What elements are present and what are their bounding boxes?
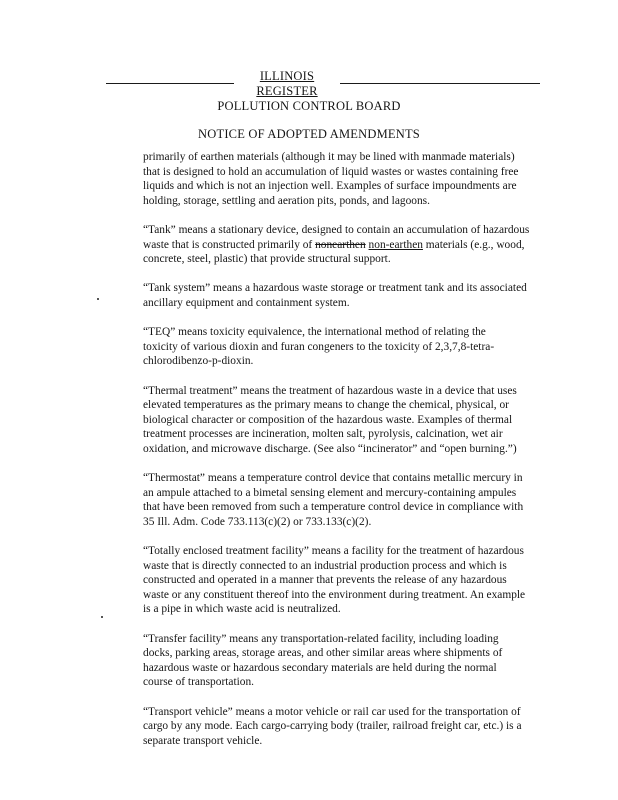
text-line: that have been removed from such a temperature control device in compliance with (143, 501, 524, 514)
text-segment: waste that is constructed primarily of (143, 238, 316, 251)
text-line: constructed and operated in a manner that prevents the release of any hazardous (143, 574, 507, 587)
text-line: is a pipe in which waste acid is neutralized. (143, 603, 341, 616)
text-line: “TEQ” means toxicity equivalence, the international method of relating the (143, 326, 486, 339)
paragraph-thermostat (143, 471, 545, 529)
paragraph-tank-system (143, 281, 545, 310)
text-line: waste or any constituent thereof into the environment during treatment. An example (143, 588, 526, 601)
text-line: holding, storage, settling and aeration pits, ponds, and lagoons. (143, 194, 430, 207)
text-line: “Totally enclosed treatment facility” means a facility for the treatment of hazardous (143, 545, 524, 558)
paragraph-teq (143, 325, 545, 369)
text-line: treatment processes are incineration, molten salt, pyrolysis, calcination, wet air (143, 428, 503, 441)
text-line: “Tank system” means a hazardous waste storage or treatment tank and its associated (143, 282, 527, 295)
notice-title: NOTICE OF ADOPTED AMENDMENTS (198, 127, 420, 141)
text-line: toxicity of various dioxin and furan congeners to the toxicity of 2,3,7,8-tetra- (143, 340, 495, 353)
scan-speck (101, 616, 103, 618)
text-line: “Thermostat” means a temperature control device that contains metallic mercury in (143, 472, 523, 485)
text-line: oxidation, and microwave discharge. (See also “incinerator” and “open burning.”) (143, 442, 517, 455)
deleted-text: nonearthen (315, 238, 366, 251)
paragraph-surface-impoundment (143, 150, 545, 208)
paragraph-thermal-treatment (143, 384, 545, 457)
paragraph-totally-enclosed-facility (143, 544, 545, 617)
board-name: POLLUTION CONTROL BOARD (217, 99, 401, 113)
text-line: primarily of earthen materials (although it may be lined with manmade materials) (143, 151, 515, 163)
register-title: ILLINOIS REGISTER (256, 69, 318, 98)
scan-speck (97, 298, 99, 300)
text-line: course of transportation. (143, 676, 255, 689)
header-rule-left (106, 83, 234, 84)
text-line: “Transfer facility” means any transportation-related facility, including loading (143, 632, 499, 645)
text-line: docks, parking areas, storage areas, and other similar areas where shipments of (143, 647, 503, 660)
text-line: ancillary equipment and containment system. (143, 296, 350, 309)
text-line: chlorodibenzo-p-dioxin. (143, 355, 254, 368)
paragraph-tank (143, 223, 545, 267)
text-line: cargo by any mode. Each cargo-carrying body (trailer, railroad freight car, etc.) is a (143, 720, 522, 733)
text-line: “Transport vehicle” means a motor vehicle or rail car used for the transportation of (143, 705, 521, 718)
header-rule-right (340, 83, 540, 84)
document-body (143, 150, 545, 763)
text-line: liquids and which is not an injection well. Examples of surface impoundments are (143, 180, 517, 193)
text-line: separate transport vehicle. (143, 734, 263, 747)
text-line: “Thermal treatment” means the treatment of hazardous waste in a device that uses (143, 384, 517, 397)
text-line: concrete, steel, plastic) that provide structural support. (143, 253, 391, 266)
paragraph-transfer-facility (143, 632, 545, 690)
text-line: that is designed to hold an accumulation of liquid wastes or wastes containing free (143, 165, 519, 178)
text-line: waste that is directly connected to an industrial production process and which is (143, 559, 507, 572)
text-segment: materials (e.g., wood, (422, 238, 525, 251)
text-line: 35 Ill. Adm. Code 733.113(c)(2) or 733.133(c)(2). (143, 515, 372, 528)
paragraph-transport-vehicle (143, 705, 545, 749)
text-line: hazardous waste or hazardous secondary materials are held during the normal (143, 661, 497, 674)
inserted-text: non-earthen (368, 238, 423, 251)
text-line: elevated temperatures as the primary means to change the chemical, physical, or (143, 399, 509, 412)
text-line: an ampule attached to a bimetal sensing element and mercury-containing ampules (143, 486, 517, 499)
text-line: biological character or composition of the hazardous waste. Examples of thermal (143, 413, 513, 426)
text-line: “Tank” means a stationary device, designed to contain an accumulation of hazardous (143, 223, 530, 236)
text-line-with-amendment (143, 238, 545, 253)
